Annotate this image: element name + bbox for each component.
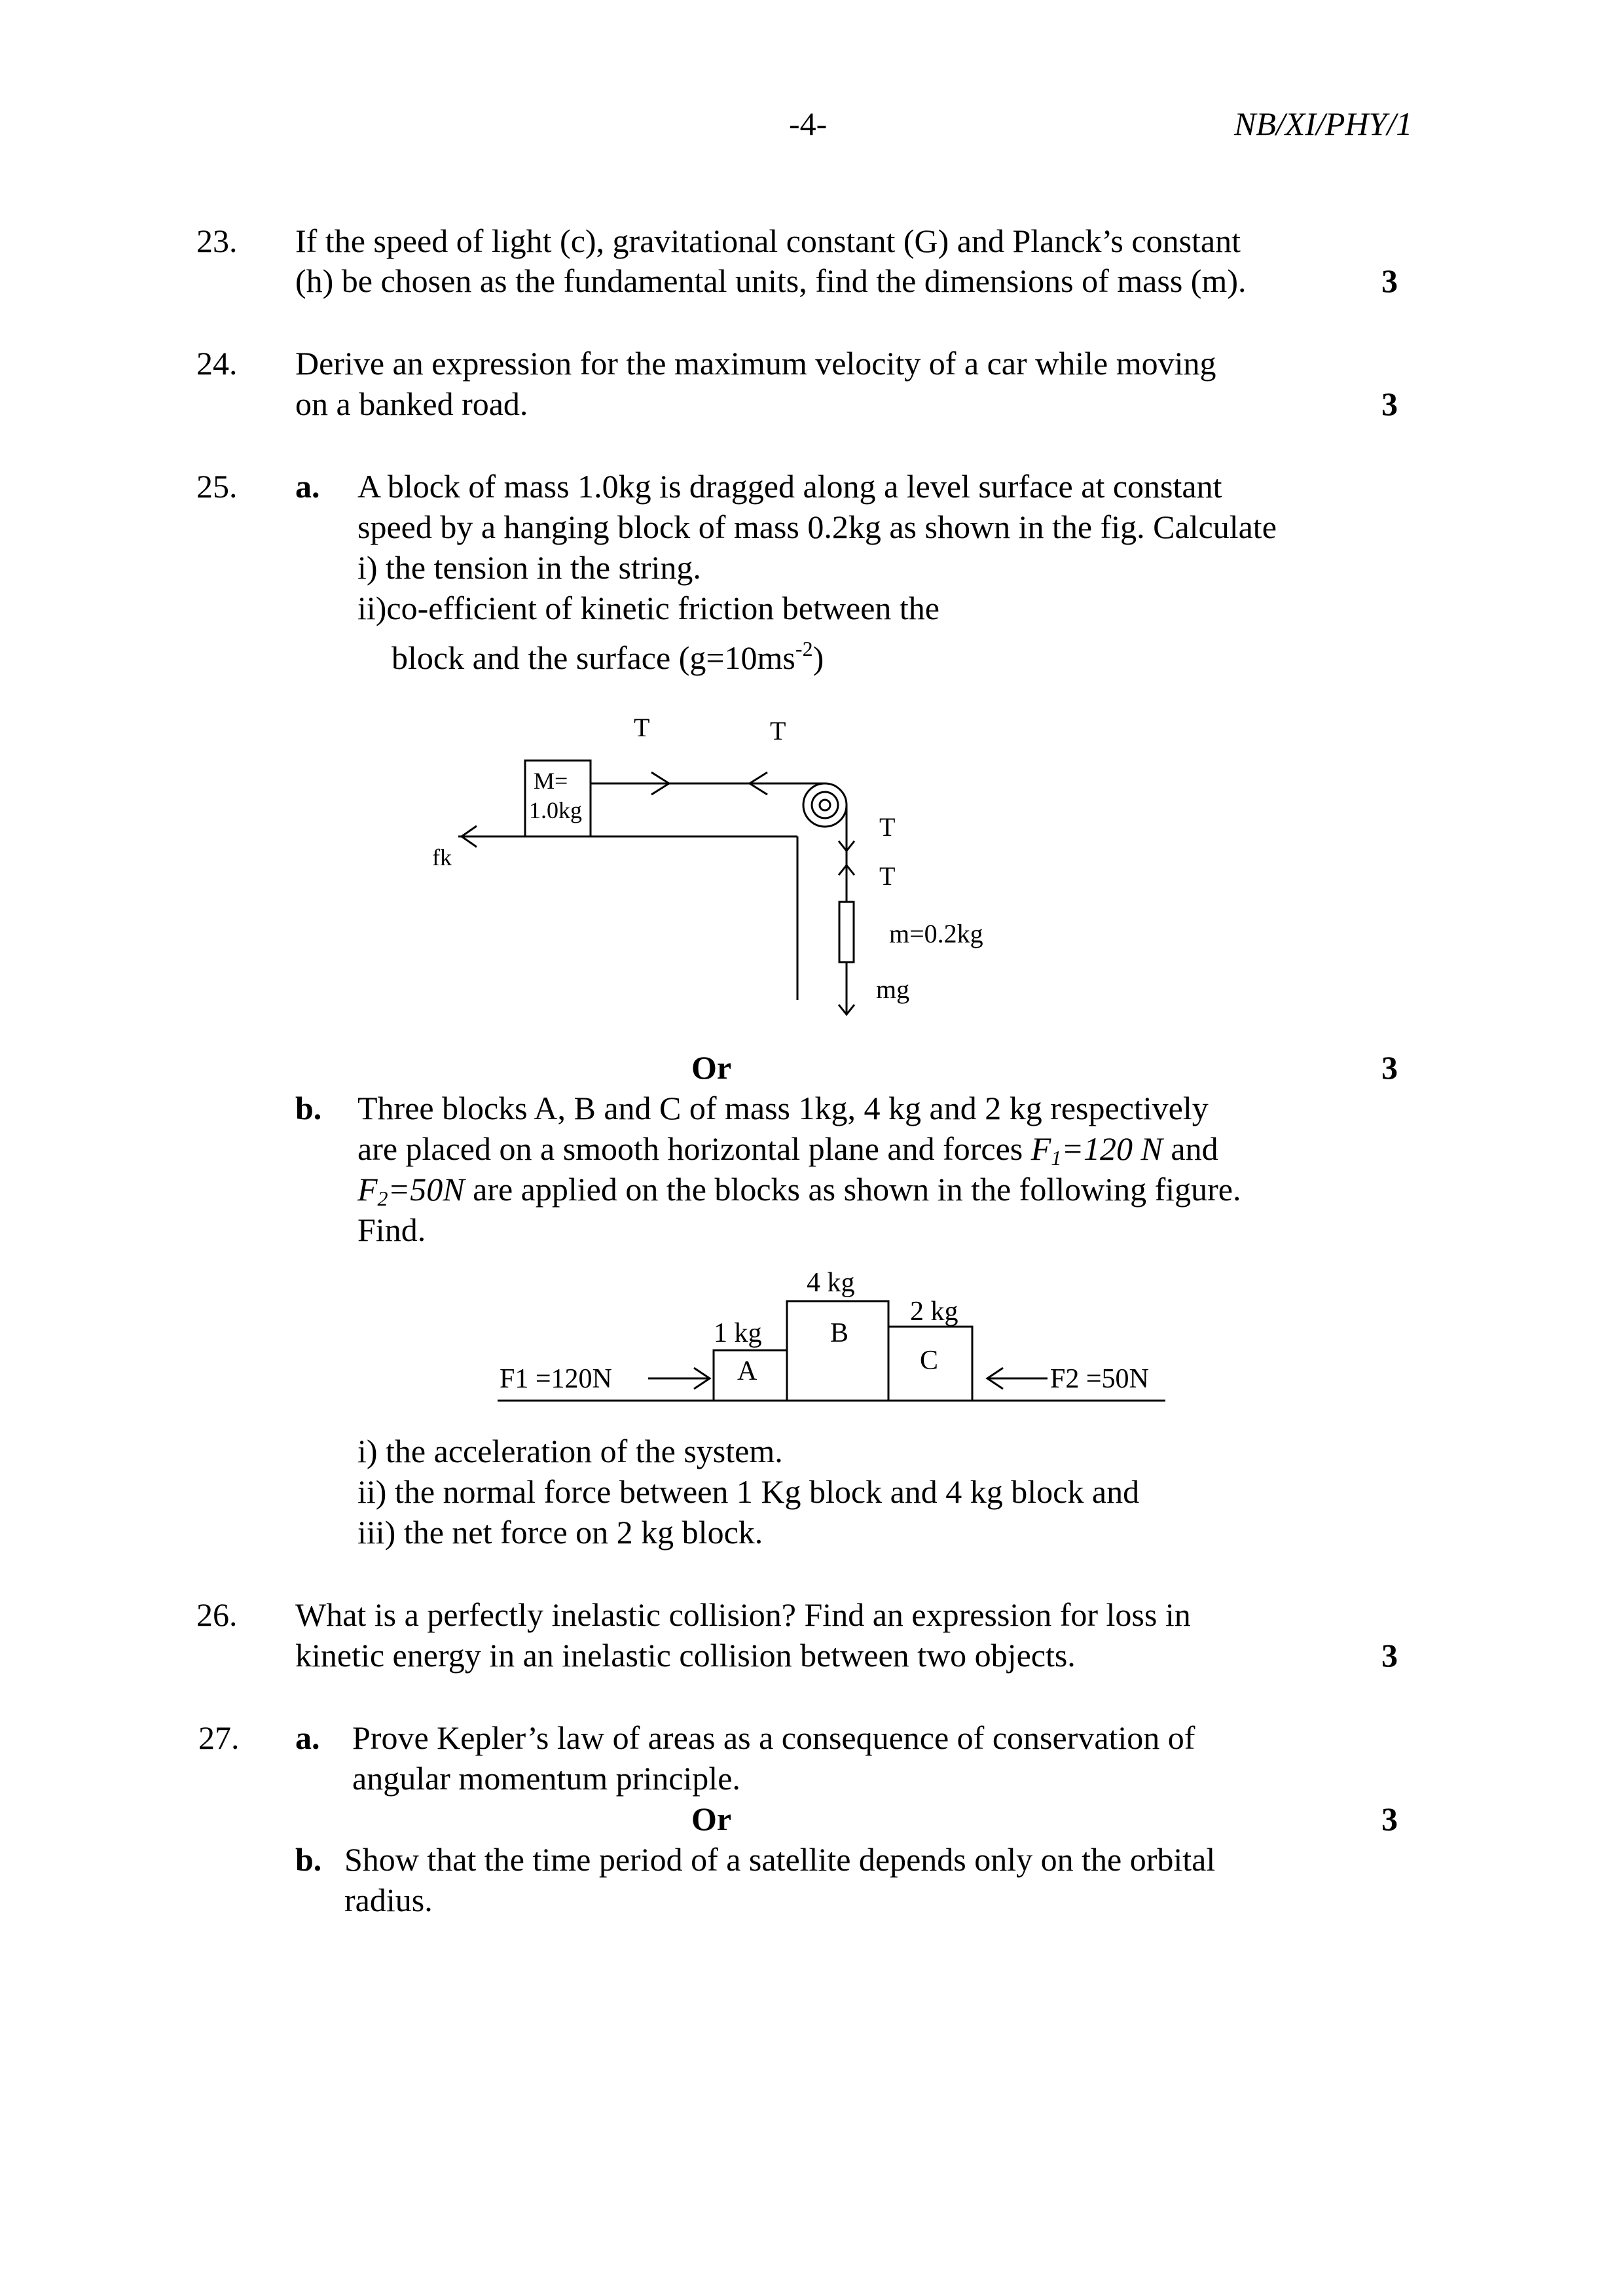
mass-A-label: 1 kg xyxy=(714,1318,762,1348)
q25-a-line5: block and the surface $(g=10ms^{-2})$ xyxy=(392,637,824,676)
q24-number: 24. xyxy=(196,345,238,382)
q23-line1: If the speed of light (c), gravitational constant (G) and Planck’s constant xyxy=(295,223,1241,259)
block-B xyxy=(787,1301,888,1401)
fig1-T-label: T xyxy=(634,713,650,742)
q25-b-line1: Three blocks A, B and C of mass 1kg, 4 kg and 2 kg respectively xyxy=(357,1090,1209,1126)
q27-number: 27. xyxy=(198,1719,240,1756)
q27-a-line2: angular momentum principle. xyxy=(352,1760,740,1797)
F2-label: F2 =50N xyxy=(1050,1364,1149,1394)
q23-number: 23. xyxy=(196,223,238,259)
fig1-m-label: m=0.2kg xyxy=(889,919,983,948)
block-C-label: C xyxy=(920,1346,939,1376)
q26-line1: What is a perfectly inelastic collision? Find an expression for loss in xyxy=(295,1596,1191,1633)
q24-marks: 3 xyxy=(1381,386,1398,422)
q24-line2: on a banked road. xyxy=(295,386,528,422)
q26-number: 26. xyxy=(196,1596,238,1633)
q27-b-label: b. xyxy=(295,1841,322,1878)
q25-a-line3: i) the tension in the string. xyxy=(357,549,701,586)
fig1-M-value: 1.0kg xyxy=(529,797,582,823)
q25-a-label: a. xyxy=(295,468,320,505)
q23-marks: 3 xyxy=(1381,262,1398,299)
fig1-T-label: T xyxy=(879,861,896,891)
q25-a-line1: A block of mass 1.0kg is dragged along a level surface at constant xyxy=(357,468,1222,505)
q25-or: Or xyxy=(691,1049,732,1086)
q23-line2: (h) be chosen as the fundamental units, find the dimensions of mass (m). xyxy=(295,262,1247,299)
q27-b-line2: radius. xyxy=(344,1882,433,1918)
q27-marks: 3 xyxy=(1381,1801,1398,1837)
q25-b-line4: Find. xyxy=(357,1211,426,1248)
q25-number: 25. xyxy=(196,468,238,505)
q27-a-line1: Prove Kepler’s law of areas as a consequence of conservation of xyxy=(352,1719,1195,1756)
fig1-mg-label: mg xyxy=(876,975,910,1004)
q25-a-line4: ii)co-efficient of kinetic friction between the xyxy=(357,590,939,626)
q26-line2: kinetic energy in an inelastic collision between two objects. xyxy=(295,1637,1076,1674)
fig1-T-label: T xyxy=(879,812,896,842)
q25-a-line2: speed by a hanging block of mass 0.2kg as shown in the fig. Calculate xyxy=(357,509,1277,545)
q27-or: Or xyxy=(691,1801,732,1837)
q25-b-i: i) the acceleration of the system. xyxy=(357,1433,783,1469)
q25-marks: 3 xyxy=(1381,1049,1398,1086)
block-A-label: A xyxy=(737,1356,757,1386)
paper-code: NB/XI/PHY/1 xyxy=(1234,105,1413,142)
q24-line1: Derive an expression for the maximum velocity of a car while moving xyxy=(295,345,1216,382)
block-B-label: B xyxy=(830,1318,849,1348)
q26-marks: 3 xyxy=(1381,1637,1398,1674)
mass-C-label: 2 kg xyxy=(910,1297,958,1327)
q25-b-line2: are placed on a smooth horizontal plane and forces $F_1=120$ N and xyxy=(357,1130,1218,1170)
page-number: -4- xyxy=(789,105,828,142)
q27-b-line1: Show that the time period of a satellite depends only on the orbital xyxy=(344,1841,1216,1878)
fig1-fk-label: fk xyxy=(432,844,452,870)
q27-a-label: a. xyxy=(295,1719,320,1756)
F1-label: F1 =120N xyxy=(500,1364,612,1394)
q25-b-iii: iii) the net force on 2 kg block. xyxy=(357,1514,763,1551)
fig1-M-label: M= xyxy=(534,768,568,794)
q25-b-ii: ii) the normal force between 1 Kg block and 4 kg block and xyxy=(357,1473,1140,1510)
q25-b-label: b. xyxy=(295,1090,322,1126)
fig1-T-label: T xyxy=(770,716,786,745)
q25-b-line3: $F_2=50N$ are applied on the blocks as shown in the following figure. xyxy=(357,1171,1241,1210)
mass-B-label: 4 kg xyxy=(807,1268,855,1298)
